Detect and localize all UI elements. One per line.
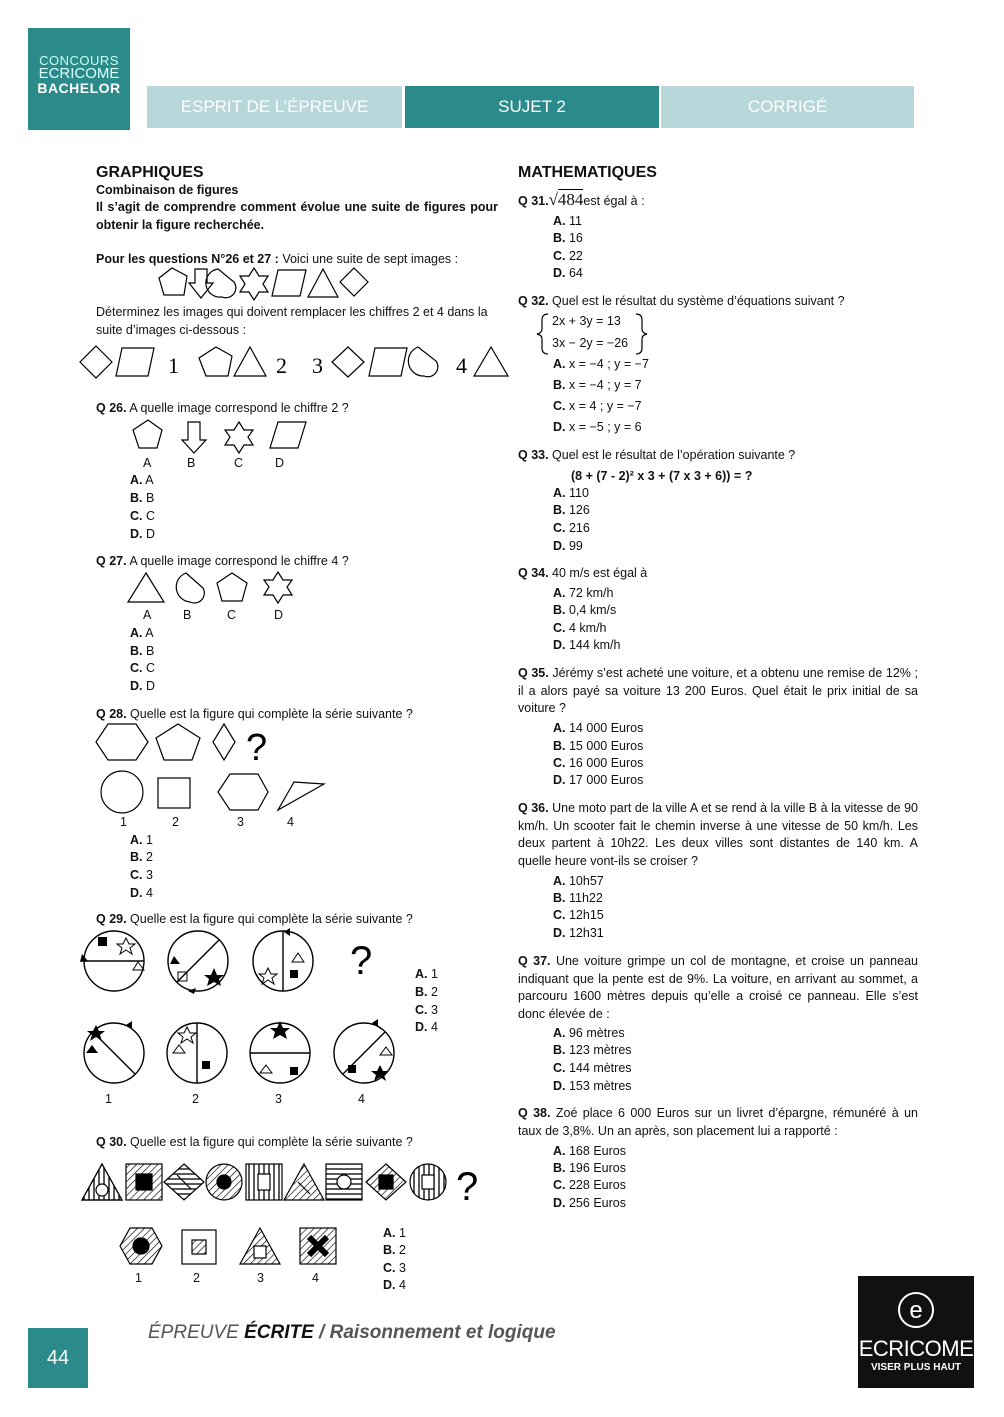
q38-question: [518, 1105, 918, 1140]
q30-choices: [118, 1226, 348, 1270]
q26-label-a: A: [143, 456, 152, 470]
q27-num: Q 27.: [96, 554, 127, 568]
q35-option-c[interactable]: C. 16 000 Euros: [553, 756, 644, 770]
q32-eq1: 2x + 3y = 13: [552, 314, 621, 328]
q36-question: [518, 800, 918, 870]
q26-label-d: D: [275, 456, 285, 470]
q33-expression: (8 + (7 - 2)² x 3 + (7 x 3 + 6)) = ?: [571, 469, 753, 483]
seq-number-1: 1: [168, 353, 179, 378]
q34-num: Q 34.: [518, 566, 549, 580]
q32-option-d[interactable]: D. x = −5 ; y = 6: [553, 420, 642, 434]
q28-option-c[interactable]: C. 3: [130, 868, 153, 882]
q35-question: [518, 665, 918, 718]
q31-question: Q 31.√484est égal à :: [518, 190, 645, 209]
q28-option-b[interactable]: B. 2: [130, 850, 153, 864]
q31-radicand: 484: [557, 190, 584, 209]
q36-option-c[interactable]: C. 12h15: [553, 908, 604, 922]
seven-images-sequence: [160, 266, 370, 302]
logo-line3: BACHELOR: [37, 80, 121, 96]
q32-question: [518, 294, 845, 308]
logo-line2: ECRICOME: [38, 65, 120, 82]
q26-option-d[interactable]: D. D: [130, 527, 156, 541]
q31-num: Q 31.: [518, 194, 549, 208]
q29-question-mark: ?: [350, 939, 373, 983]
q37-option-a[interactable]: A. 96 mètres: [553, 1026, 625, 1040]
q26-option-a[interactable]: A. A: [130, 473, 154, 487]
q37-option-b[interactable]: B. 123 mètres: [553, 1043, 632, 1057]
q30-option-d[interactable]: D. 4: [383, 1278, 406, 1292]
q33-question: [518, 448, 795, 462]
ecricome-logo: [858, 1276, 974, 1388]
q30-label-2: 2: [193, 1271, 200, 1285]
q28-choices: [98, 770, 338, 816]
q34-question: [518, 566, 647, 580]
q36-num: Q 36.: [518, 801, 549, 815]
q35-option-a[interactable]: A. 14 000 Euros: [553, 721, 644, 735]
q27-option-c[interactable]: C. C: [130, 661, 156, 675]
q26-option-b[interactable]: B. B: [130, 491, 155, 505]
q26-question: [96, 401, 349, 415]
q29-question: [96, 912, 413, 926]
q30-label-1: 1: [135, 1271, 142, 1285]
q35-option-d[interactable]: D. 17 000 Euros: [553, 773, 644, 787]
q29-label-3: 3: [275, 1092, 282, 1106]
q31-option-c[interactable]: C. 22: [553, 249, 583, 263]
q30-option-a[interactable]: A. 1: [383, 1226, 406, 1240]
q33-num: Q 33.: [518, 448, 549, 462]
q38-num: Q 38.: [518, 1106, 551, 1120]
q38-option-d[interactable]: D. 256 Euros: [553, 1196, 626, 1210]
q28-label-3: 3: [237, 815, 244, 829]
seq-number-3: 3: [312, 353, 323, 378]
q30-text: Quelle est la figure qui complète la série suivante ?: [126, 1135, 413, 1149]
q28-num: Q 28.: [96, 707, 127, 721]
q32-eq2: 3x − 2y = −26: [552, 336, 629, 350]
q28-question: [96, 707, 413, 721]
q31-option-b[interactable]: B. 16: [553, 231, 583, 245]
q28-series: [96, 722, 336, 769]
q36-option-b[interactable]: B. 11h22: [553, 891, 603, 905]
section-title-maths: MATHEMATIQUES: [518, 164, 657, 181]
q33-option-a[interactable]: A. 110: [553, 486, 589, 500]
logo-line1: CONCOURS: [39, 53, 119, 68]
q31-option-a[interactable]: A. 11: [553, 214, 582, 228]
footer-sep: /: [313, 1322, 330, 1343]
q27-label-c: C: [227, 608, 237, 622]
q30-label-3: 3: [257, 1271, 264, 1285]
q26-text: A quelle image correspond le chiffre 2 ?: [126, 401, 349, 415]
q27-option-d[interactable]: D. D: [130, 679, 156, 693]
q36-option-a[interactable]: A. 10h57: [553, 874, 604, 888]
q33-option-c[interactable]: C. 216: [553, 521, 590, 535]
subtitle: Combinaison de figures: [96, 182, 239, 197]
q29-choices: [80, 1015, 410, 1089]
q30-series: [82, 1162, 502, 1210]
q27-figures: [126, 570, 306, 606]
q29-option-c[interactable]: C. 3: [415, 1003, 438, 1017]
ecricome-e-icon: [896, 1290, 936, 1330]
q34-option-a[interactable]: A. 72 km/h: [553, 586, 614, 600]
left-intro: [96, 164, 498, 234]
q29-series: [78, 928, 438, 998]
q35-option-b[interactable]: B. 15 000 Euros: [553, 739, 644, 753]
concours-logo: [28, 28, 130, 130]
q29-option-a[interactable]: A. 1: [415, 967, 438, 981]
q27-text: A quelle image correspond le chiffre 4 ?: [126, 554, 349, 568]
q33-option-b[interactable]: B. 126: [553, 503, 590, 517]
q38-option-c[interactable]: C. 228 Euros: [553, 1178, 626, 1192]
q32-num: Q 32.: [518, 294, 549, 308]
q27-option-b[interactable]: B. B: [130, 644, 155, 658]
q34-text: 40 m/s est égal à: [548, 566, 648, 580]
q38-option-b[interactable]: B. 196 Euros: [553, 1161, 626, 1175]
q32-text: Quel est le résultat du système d’équations suivant ?: [548, 294, 845, 308]
q27-label-d: D: [274, 608, 284, 622]
q38-text: Zoé place 6 000 Euros sur un livret d’épargne, rémunéré à un taux de 3,8%. Un an après, son placement lui a rapporté :: [518, 1106, 918, 1138]
footer-bold: ÉCRITE: [244, 1322, 314, 1343]
q37-option-d[interactable]: D. 153 mètres: [553, 1079, 632, 1093]
page-number: 44: [28, 1328, 88, 1388]
svg-text:e: e: [909, 1297, 923, 1324]
q34-option-c[interactable]: C. 4 km/h: [553, 621, 607, 635]
brand-tagline: VISER PLUS HAUT: [870, 1362, 961, 1373]
q28-text: Quelle est la figure qui complète la série suivante ?: [126, 707, 413, 721]
q26-label-c: C: [234, 456, 244, 470]
q34-option-d[interactable]: D. 144 km/h: [553, 638, 621, 652]
footer-prefix: ÉPREUVE: [148, 1322, 245, 1343]
q38-option-a[interactable]: A. 168 Euros: [553, 1144, 626, 1158]
q28-label-1: 1: [120, 815, 127, 829]
q29-option-d[interactable]: D. 4: [415, 1020, 438, 1034]
q28-option-a[interactable]: A. 1: [130, 833, 153, 847]
q2627-text: Voici une suite de sept images :: [278, 252, 459, 266]
sequence-with-numbers: [78, 344, 518, 384]
q30-question: [96, 1135, 413, 1149]
q35-text: Jérémy s’est acheté une voiture, et a obtenu une remise de 12% ; il a alors payé sa voiture 13 200 Euros. Quel était le prix initial de sa voiture ?: [518, 666, 919, 715]
q28-option-d[interactable]: D. 4: [130, 886, 153, 900]
section-title-graphiques: GRAPHIQUES: [96, 164, 204, 181]
footer-subject: Raisonnement et logique: [329, 1322, 556, 1343]
q26-option-c[interactable]: C. C: [130, 509, 156, 523]
q29-label-2: 2: [192, 1092, 199, 1106]
q32-option-a[interactable]: A. x = −4 ; y = −7: [553, 357, 649, 371]
q27-label-a: A: [143, 608, 152, 622]
q33-text: Quel est le résultat de l’opération suivante ?: [548, 448, 796, 462]
q29-num: Q 29.: [96, 912, 127, 926]
q34-option-b[interactable]: B. 0,4 km/s: [553, 603, 617, 617]
tab-sujet[interactable]: SUJET 2: [405, 86, 659, 128]
q33-option-d[interactable]: D. 99: [553, 539, 583, 553]
q37-text: Une voiture grimpe un col de montagne, et croise un panneau indiquant que la pente est de 9%. La voiture, en arrivant au sommet, a parcouru 1600 mètres depuis qu’elle a croisé ce panneau. Elle s’est donc élevée de :: [518, 954, 918, 1021]
q29-label-1: 1: [105, 1092, 112, 1106]
q30-question-mark: ?: [456, 1165, 479, 1209]
q26-figures: [128, 418, 318, 458]
q2627-bold: Pour les questions N°26 et 27 :: [96, 252, 279, 266]
q29-label-4: 4: [358, 1092, 365, 1106]
brand-name: ECRICOME: [858, 1336, 974, 1361]
q26-num: Q 26.: [96, 401, 127, 415]
seq-number-4: 4: [456, 353, 467, 378]
q30-num: Q 30.: [96, 1135, 127, 1149]
seq-number-2: 2: [276, 353, 287, 378]
q37-question: [518, 953, 918, 1023]
q29-option-b[interactable]: B. 2: [415, 985, 438, 999]
q27-option-a[interactable]: A. A: [130, 626, 154, 640]
q30-option-c[interactable]: C. 3: [383, 1261, 406, 1275]
q35-num: Q 35.: [518, 666, 549, 680]
q28-label-2: 2: [172, 815, 179, 829]
q30-option-b[interactable]: B. 2: [383, 1243, 406, 1257]
q28-question-mark: ?: [246, 727, 268, 769]
q28-label-4: 4: [287, 815, 294, 829]
q36-option-d[interactable]: D. 12h31: [553, 926, 604, 940]
q29-text: Quelle est la figure qui complète la série suivante ?: [126, 912, 413, 926]
footer-title: [148, 1322, 556, 1344]
q27-question: [96, 554, 349, 568]
q37-num: Q 37.: [518, 954, 551, 968]
q37-option-c[interactable]: C. 144 mètres: [553, 1061, 632, 1075]
q31-text: est égal à :: [583, 194, 645, 208]
q31-option-d[interactable]: D. 64: [553, 266, 583, 280]
tab-corrige[interactable]: CORRIGÉ: [661, 86, 914, 128]
q32-option-b[interactable]: B. x = −4 ; y = 7: [553, 378, 642, 392]
q30-label-4: 4: [312, 1271, 319, 1285]
instruction: Déterminez les images qui doivent remplacer les chiffres 2 et 4 dans la suite d’images ci-dessous :: [96, 305, 488, 337]
intro-text: Il s’agit de comprendre comment évolue une suite de figures pour obtenir la figure recherchée.: [96, 200, 498, 232]
q32-option-c[interactable]: C. x = 4 ; y = −7: [553, 399, 642, 413]
tab-esprit[interactable]: ESPRIT DE L’ÉPREUVE: [147, 86, 402, 128]
q36-text: Une moto part de la ville A et se rend à la ville B à la vitesse de 90 km/h. Un scooter fait le chemin inverse à une vitesse de 50 km/h. Les deux partent à 10h22. Les deux villes sont distantes de 140 km. A quelle heure vont-ils se croiser ?: [518, 801, 918, 868]
q27-label-b: B: [183, 608, 192, 622]
q26-label-b: B: [187, 456, 196, 470]
